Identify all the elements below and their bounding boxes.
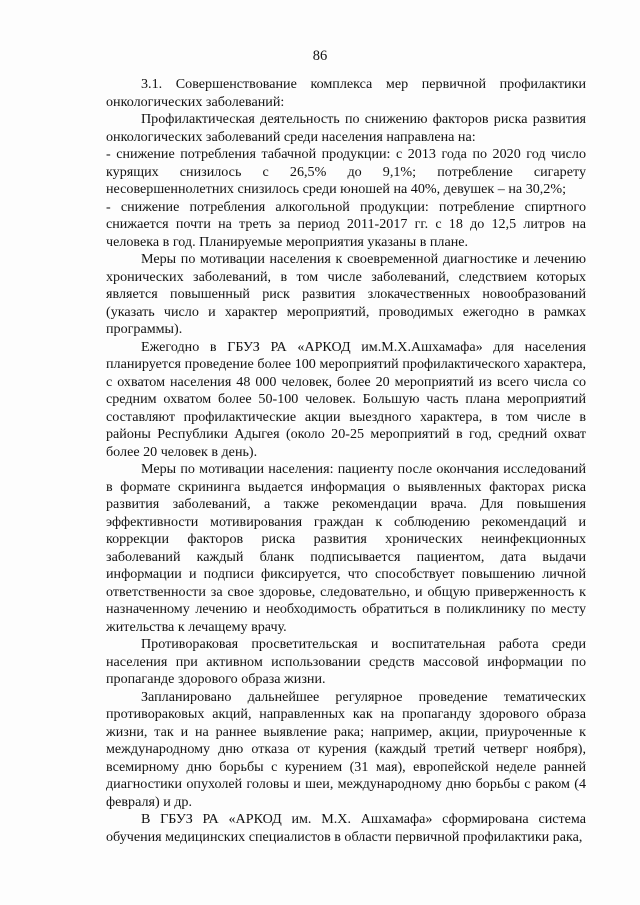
list-item: - снижение потребления алкогольной продукции: потребление спиртного снижается почти на треть за период 2011-2017 гг. с 18 до 12,5 литров на человека в год. Планируемые мероприятия указаны в плане. xyxy=(106,198,586,250)
paragraph: Запланировано дальнейшее регулярное проведение тематических противораковых акций, направленных как на пропаганду здорового образа жизни, так и на раннее выявление рака; например, акции, приуроченные к международному дню отказа от курения (каждый третий четверг ноября), всемирному дню борьбы с курением (31 мая), европейской неделе ранней диагностики опухолей головы и шеи, международному дню борьбы с раком (4 февраля) и др. xyxy=(106,688,586,810)
list-item: - снижение потребления табачной продукции: с 2013 года по 2020 год число курящих снизилось с 26,5% до 9,1%; потребление сигарету несовершеннолетних снизилось среди юношей на 40%, девушек – на 30,2%; xyxy=(106,146,586,197)
page-number: 86 xyxy=(312,48,328,64)
paragraph: Профилактическая деятельность по снижению факторов риска развития онкологических заболеваний среди населения направлена на: xyxy=(106,111,586,145)
paragraph: Меры по мотивации населения к своевременной диагностике и лечению хронических заболеваний, в том числе заболеваний, следствием которых является повышенный риск развития злокачественных новообразований (указать число и характер мероприятий, проводимых ежегодно в рамках программы). xyxy=(106,251,586,337)
paragraph: Ежегодно в ГБУЗ РА «АРКОД им.М.Х.Ашхамафа» для населения планируется проведение более 100 мероприятий профилактического характера, с охватом населения 48 000 человек, более 20 мероприятий из всего числа со средним охватом более 50-100 человек. Большую часть плана мероприятий составляют профилактические акции выездного характера, в том числе в районы Республики Адыгея (около 20-25 мероприятий в год, средний охват более 20 человек в день). xyxy=(106,338,586,460)
paragraph: В ГБУЗ РА «АРКОД им. М.Х. Ашхамафа» сформирована система обучения медицинских специалистов в области первичной профилактики рака, xyxy=(106,811,586,845)
section-heading: 3.1. Совершенствование комплекса мер первичной профилактики онкологических заболеваний: xyxy=(106,76,586,110)
document-body xyxy=(106,76,586,846)
paragraph: Противораковая просветительская и воспитательная работа среди населения при активном использовании средств массовой информации по пропаганде здорового образа жизни. xyxy=(106,636,586,687)
paragraph: Меры по мотивации населения: пациенту после окончания исследований в формате скрининга выдается информация о выявленных факторах риска развития заболеваний, а также рекомендации врача. Для повышения эффективности мотивирования граждан к соблюдению рекомендаций и коррекции факторов риска развития хронических неинфекционных заболеваний каждый бланк подписывается пациентом, дата выдачи информации и подписи фиксируется, что способствует повышению личной ответственности за свое здоровье, следовательно, и общую приверженность к назначенному лечению и необходимость обратиться в поликлинику по месту жительства к лечащему врачу. xyxy=(106,461,586,635)
